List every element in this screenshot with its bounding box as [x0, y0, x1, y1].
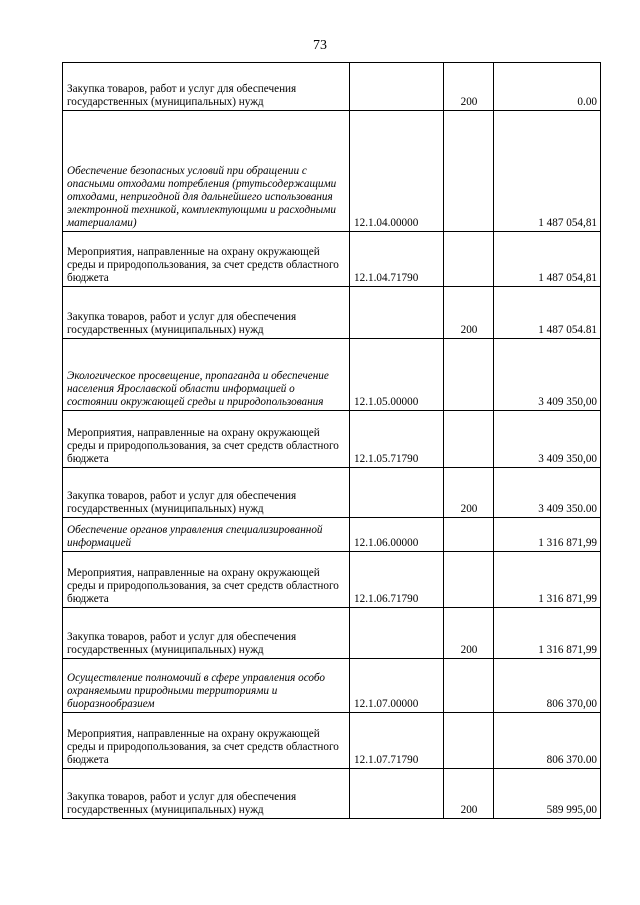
row-expense-type-cell — [444, 232, 494, 287]
row-code-cell — [350, 769, 444, 819]
budget-table-body — [63, 63, 601, 819]
table-row — [63, 769, 601, 819]
row-amount-cell: 1 487 054.81 — [494, 287, 601, 339]
row-amount-cell: 3 409 350,00 — [494, 411, 601, 468]
row-expense-type-cell — [444, 713, 494, 769]
row-amount-cell: 1 316 871,99 — [494, 608, 601, 659]
table-row — [63, 659, 601, 713]
row-amount-cell: 1 487 054,81 — [494, 232, 601, 287]
row-name-cell: Мероприятия, направленные на охрану окружающей среды и природопользования, за счет средств областного бюджета — [63, 552, 350, 608]
table-row — [63, 608, 601, 659]
row-name-cell: Обеспечение органов управления специализированной информацией — [63, 518, 350, 552]
row-name-cell: Закупка товаров, работ и услуг для обеспечения государственных (муниципальных) нужд — [63, 63, 350, 111]
row-code-cell: 12.1.06.71790 — [350, 552, 444, 608]
row-amount-cell: 3 409 350,00 — [494, 339, 601, 411]
row-name-cell: Закупка товаров, работ и услуг для обеспечения государственных (муниципальных) нужд — [63, 769, 350, 819]
table-row — [63, 411, 601, 468]
row-name-cell: Закупка товаров, работ и услуг для обеспечения государственных (муниципальных) нужд — [63, 608, 350, 659]
row-code-cell: 12.1.05.00000 — [350, 339, 444, 411]
row-expense-type-cell: 200 — [444, 608, 494, 659]
row-expense-type-cell — [444, 659, 494, 713]
row-code-cell: 12.1.05.71790 — [350, 411, 444, 468]
row-code-cell — [350, 63, 444, 111]
row-expense-type-cell — [444, 552, 494, 608]
row-expense-type-cell: 200 — [444, 287, 494, 339]
table-row — [63, 232, 601, 287]
row-amount-cell: 1 316 871,99 — [494, 552, 601, 608]
row-amount-cell: 589 995,00 — [494, 769, 601, 819]
row-expense-type-cell — [444, 411, 494, 468]
row-expense-type-cell — [444, 111, 494, 232]
table-row — [63, 552, 601, 608]
row-name-cell: Закупка товаров, работ и услуг для обеспечения государственных (муниципальных) нужд — [63, 287, 350, 339]
table-row — [63, 713, 601, 769]
row-code-cell: 12.1.07.71790 — [350, 713, 444, 769]
row-code-cell: 12.1.04.00000 — [350, 111, 444, 232]
row-amount-cell: 806 370,00 — [494, 659, 601, 713]
row-amount-cell: 1 316 871,99 — [494, 518, 601, 552]
row-code-cell: 12.1.06.00000 — [350, 518, 444, 552]
row-amount-cell: 806 370.00 — [494, 713, 601, 769]
row-expense-type-cell: 200 — [444, 769, 494, 819]
budget-table — [62, 62, 601, 819]
row-expense-type-cell — [444, 339, 494, 411]
table-row — [63, 287, 601, 339]
row-name-cell: Экологическое просвещение, пропаганда и обеспечение населения Ярославской области информацией о состоянии окружающей среды и природопользования — [63, 339, 350, 411]
row-amount-cell: 1 487 054,81 — [494, 111, 601, 232]
table-row — [63, 63, 601, 111]
row-code-cell: 12.1.07.00000 — [350, 659, 444, 713]
row-name-cell: Закупка товаров, работ и услуг для обеспечения государственных (муниципальных) нужд — [63, 468, 350, 518]
row-amount-cell: 0.00 — [494, 63, 601, 111]
page-number: 73 — [313, 38, 327, 53]
table-row — [63, 468, 601, 518]
row-amount-cell: 3 409 350.00 — [494, 468, 601, 518]
table-row — [63, 339, 601, 411]
row-expense-type-cell — [444, 518, 494, 552]
row-name-cell: Осуществление полномочий в сфере управления особо охраняемыми природными территориями и биоразнообразием — [63, 659, 350, 713]
row-code-cell — [350, 287, 444, 339]
row-name-cell: Мероприятия, направленные на охрану окружающей среды и природопользования, за счет средств областного бюджета — [63, 232, 350, 287]
row-code-cell: 12.1.04.71790 — [350, 232, 444, 287]
row-code-cell — [350, 608, 444, 659]
row-name-cell: Обеспечение безопасных условий при обращении с опасными отходами потребления (ртутьсодержащими отходами, непригодной для дальнейшего использования электронной техникой, комплектующими и расходными материалами) — [63, 111, 350, 232]
row-code-cell — [350, 468, 444, 518]
row-name-cell: Мероприятия, направленные на охрану окружающей среды и природопользования, за счет средств областного бюджета — [63, 713, 350, 769]
table-row — [63, 111, 601, 232]
table-row — [63, 518, 601, 552]
row-expense-type-cell: 200 — [444, 63, 494, 111]
row-name-cell: Мероприятия, направленные на охрану окружающей среды и природопользования, за счет средств областного бюджета — [63, 411, 350, 468]
row-expense-type-cell: 200 — [444, 468, 494, 518]
